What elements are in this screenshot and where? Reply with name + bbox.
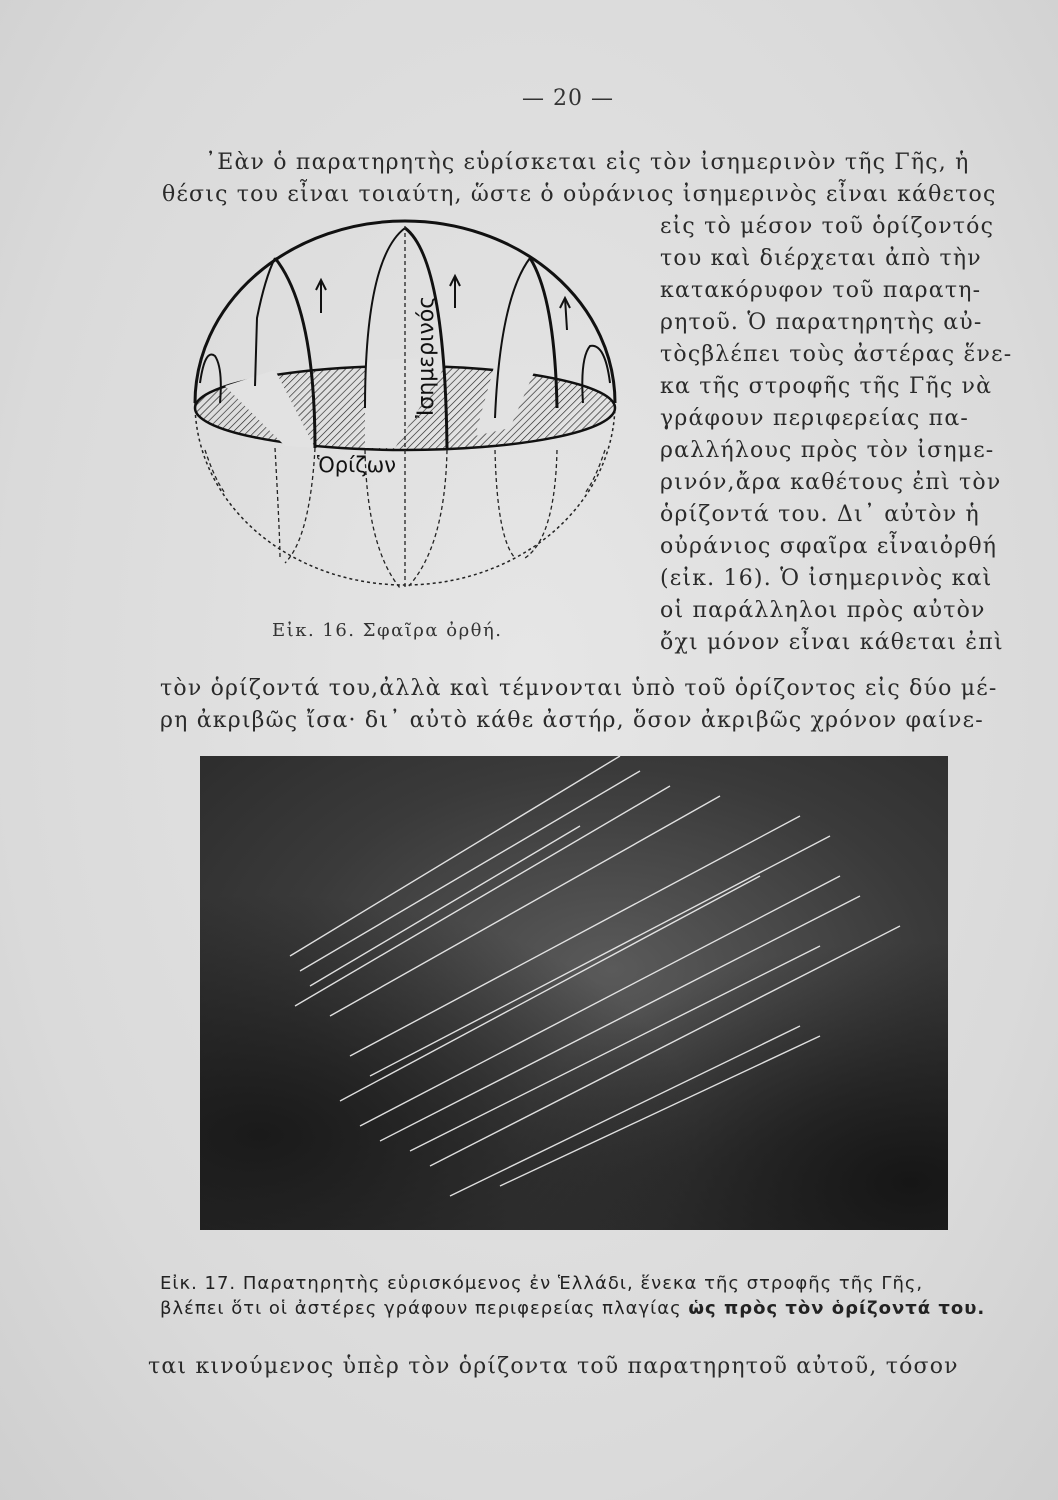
text-line: γράφουν περιφερείας πα- [660, 406, 970, 431]
text-line: κα τῆς στροφῆς τῆς Γῆς νὰ [660, 374, 993, 399]
arrow-icon [560, 298, 570, 330]
star-circle-hidden [275, 448, 280, 558]
text-line: ᾿Εὰν ὁ παρατηρητὴς εὑρίσκεται εἰς τὸν ἰσημερινὸν τῆς Γῆς, ἡ [205, 150, 970, 175]
text-line: εἰς τὸ μέσον τοῦ ὁρίζοντός [660, 214, 995, 239]
arrow-icon [450, 276, 460, 308]
star-trails-photo [200, 756, 948, 1230]
star-circle-hidden [585, 450, 605, 493]
text-line: θέσις του εἶναι τοιαύτη, ὥστε ὁ οὐράνιος ἰσημερινὸς εἶναι κάθετος [162, 182, 997, 207]
text-line: οἱ παράλληλοι πρὸς αὐτὸν [660, 598, 986, 623]
equator-hidden [407, 450, 447, 588]
text-line: τὸςβλέπει τοὺς ἀστέρας ἕνε- [660, 342, 1013, 367]
star-circle-hidden [525, 450, 557, 558]
label-horizon: Ὁρίζων [317, 453, 396, 477]
figure-16-caption: Εἰκ. 16. Σφαῖρα ὀρθή. [272, 620, 503, 641]
text-line: ρινόν,ἄρα καθέτους ἐπὶ τὸν [660, 470, 1002, 495]
caption-text: βλέπει ὅτι οἱ ἀστέρες γράφουν περιφερείας πλαγίας [160, 1298, 689, 1319]
arrow-icon [316, 280, 326, 313]
page-number: — 20 — [522, 86, 614, 111]
text-line: (εἰκ. 16). Ὁ ἰσημερινὸς καὶ [660, 566, 993, 591]
star-circle-hidden [285, 448, 315, 563]
text-line: οὐράνιος σφαῖρα εἶναιὀρθή [660, 534, 998, 559]
star-circle-hidden [205, 450, 225, 493]
figure-17-caption-line1: Εἰκ. 17. Παρατηρητὴς εὑρισκόμενος ἐν Ἑλλάδι, ἕνεκα τῆς στροφῆς τῆς Γῆς, [160, 1273, 924, 1294]
label-equator: Ἰσημερινός [414, 295, 439, 418]
star-trails [200, 756, 948, 1230]
text-line: ραλλήλους πρὸς τὸν ἰσημε- [660, 438, 995, 463]
text-line: ὄχι μόνον εἶναι κάθεται ἐπὶ [660, 630, 1004, 655]
star-circle-hidden [495, 450, 515, 558]
text-line: ρη ἀκριβῶς ἴσα· δι᾿ αὐτὸ κάθε ἀστήρ, ὅσον ἀκριβῶς χρόνον φαίνε- [160, 708, 984, 733]
figure-17-caption-line2 [160, 1298, 985, 1319]
text-line: ρητοῦ. Ὁ παρατηρητὴς αὐ- [660, 310, 983, 335]
text-line: κατακόρυφον τοῦ παρατη- [660, 278, 982, 303]
text-line: ται κινούμενος ὑπὲρ τὸν ὁρίζοντα τοῦ παρατηρητοῦ αὐτοῦ, τόσον [148, 1354, 959, 1379]
text-line: ὁρίζοντά του. Δι᾿ αὐτὸν ἡ [660, 502, 980, 527]
celestial-sphere-diagram [185, 218, 625, 598]
text-line: του καὶ διέρχεται ἀπὸ τὴν [660, 246, 982, 271]
star-circle [255, 258, 275, 386]
text-line: τὸν ὁρίζοντά του,ἀλλὰ καὶ τέμνονται ὑπὸ τοῦ ὁρίζοντος εἰς δύο μέ- [160, 676, 998, 701]
caption-bold-text: ὡς πρὸς τὸν ὁρίζοντά του. [688, 1298, 986, 1319]
